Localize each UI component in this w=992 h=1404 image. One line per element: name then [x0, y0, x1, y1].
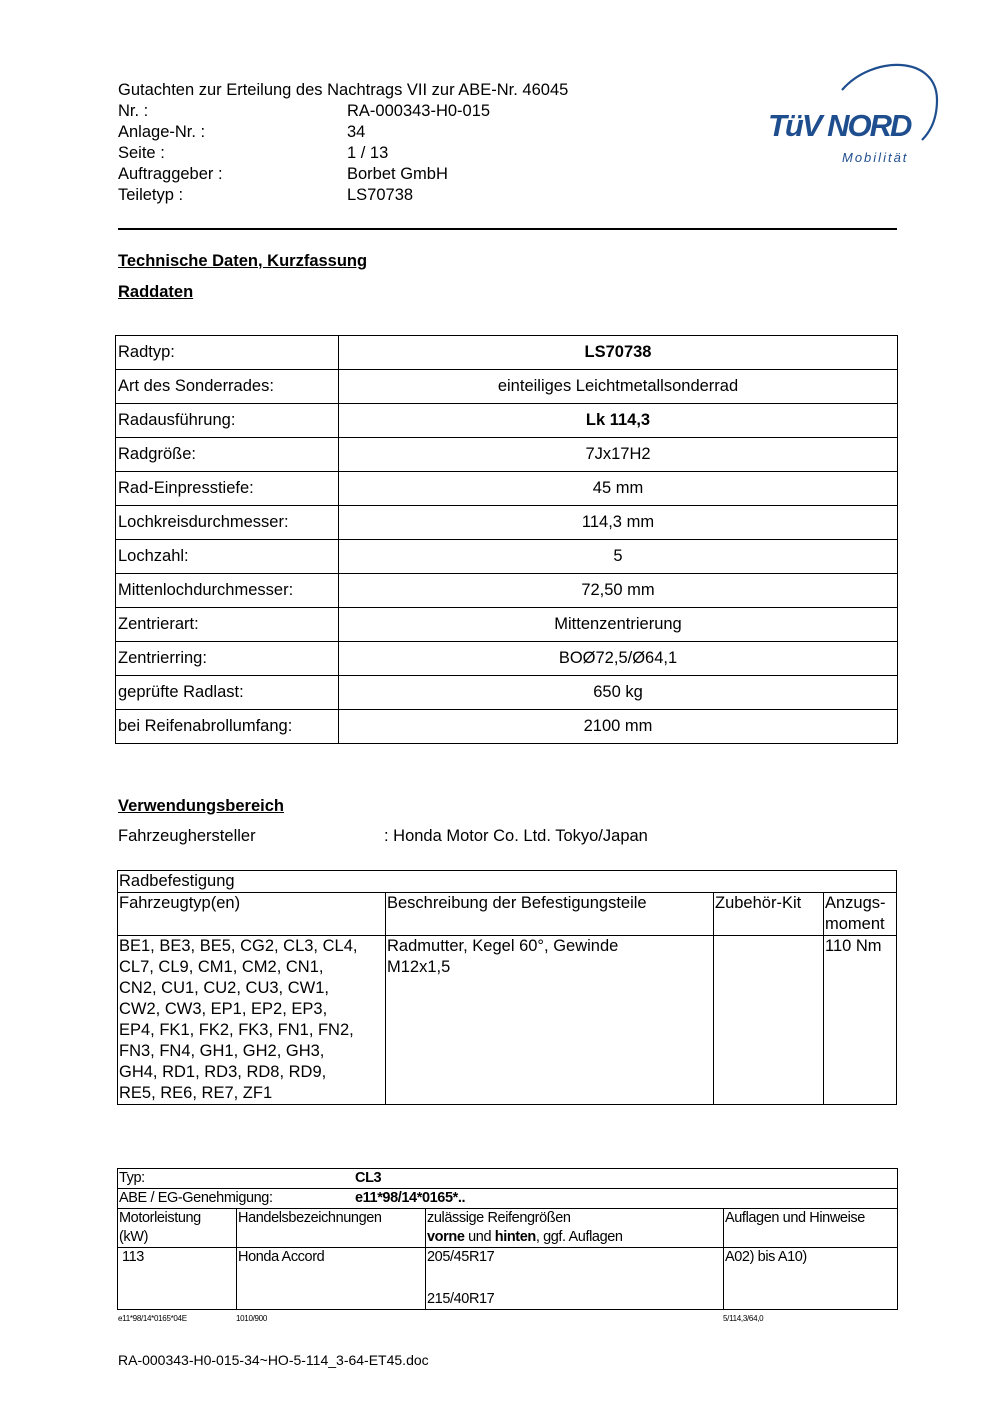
- raddaten-label: Rad-Einpresstiefe:: [116, 472, 339, 506]
- raddaten-value: 72,50 mm: [339, 574, 898, 608]
- raddaten-row: [116, 506, 898, 540]
- radbefestigung-title: Radbefestigung: [118, 871, 897, 893]
- col-fahrzeugtypen: Fahrzeugtyp(en): [118, 893, 386, 936]
- fahrzeugtyp-line: GH4, RD1, RD3, RD8, RD9,: [119, 1063, 327, 1081]
- col-motorleistung-line1: Motorleistung: [119, 1210, 201, 1226]
- raddaten-label: Radgröße:: [116, 438, 339, 472]
- typ-row: [118, 1169, 898, 1189]
- abe-value: e11*98/14*0165*..: [355, 1190, 466, 1206]
- radbefestigung-table: [117, 870, 897, 1105]
- raddaten-row: [116, 574, 898, 608]
- section-title-verwendungsbereich: Verwendungsbereich: [118, 797, 284, 815]
- raddaten-value: 114,3 mm: [339, 506, 898, 540]
- hinten-text: hinten: [494, 1229, 536, 1245]
- raddaten-row: [116, 404, 898, 438]
- raddaten-value: 45 mm: [339, 472, 898, 506]
- col-beschreibung: Beschreibung der Befestigungsteile: [386, 893, 714, 936]
- fahrzeugtyp-line: BE1, BE3, BE5, CG2, CL3, CL4,: [119, 937, 358, 955]
- raddaten-row: [116, 370, 898, 404]
- raddaten-value: 2100 mm: [339, 710, 898, 744]
- header-divider: [118, 228, 897, 230]
- document-title: Gutachten zur Erteilung des Nachtrags VII zur ABE-Nr. 46045: [118, 81, 569, 99]
- raddaten-label: Lochkreisdurchmesser:: [116, 506, 339, 540]
- raddaten-value: LS70738: [339, 336, 898, 370]
- beschreibung-line: Radmutter, Kegel 60°, Gewinde: [387, 937, 619, 955]
- col-anzugsmoment-line2: moment: [825, 915, 885, 933]
- tire-size-2: 215/40R17: [427, 1291, 495, 1307]
- raddaten-row: [116, 676, 898, 710]
- raddaten-value: Lk 114,3: [339, 404, 898, 438]
- raddaten-label: Zentrierart:: [116, 608, 339, 642]
- col-reifengroessen-line2: [427, 1228, 723, 1247]
- col-zubehoer-kit: Zubehör-Kit: [714, 893, 824, 936]
- header-label-teiletyp: Teiletyp :: [118, 186, 184, 204]
- motorleistung-cell: 113: [118, 1248, 237, 1310]
- section-title-raddaten: Raddaten: [118, 283, 194, 301]
- header-value-teiletyp: LS70738: [347, 186, 414, 204]
- header-label-auftraggeber: Auftraggeber :: [118, 165, 223, 183]
- raddaten-row: [116, 438, 898, 472]
- raddaten-value: 7Jx17H2: [339, 438, 898, 472]
- raddaten-row: [116, 540, 898, 574]
- tire-size-1: 205/45R17: [427, 1249, 495, 1265]
- fahrzeugtyp-line: EP4, FK1, FK2, FK3, FN1, FN2,: [119, 1021, 354, 1039]
- header-label-seite: Seite :: [118, 144, 165, 162]
- raddaten-label: Art des Sonderrades:: [116, 370, 339, 404]
- abe-row: [118, 1189, 898, 1209]
- footer-filename: RA-000343-H0-015-34~HO-5-114_3-64-ET45.doc: [118, 1352, 429, 1368]
- raddaten-value: BOØ72,5/Ø64,1: [339, 642, 898, 676]
- raddaten-row: [116, 608, 898, 642]
- code-power: 1010/900: [236, 1314, 267, 1323]
- auflagen-cell: A02) bis A10): [724, 1248, 898, 1310]
- fahrzeugtypen-cell: [118, 936, 386, 1105]
- beschreibung-cell: [386, 936, 714, 1105]
- code-approval: e11*98/14*0165*04E: [118, 1314, 187, 1323]
- raddaten-value: einteiliges Leichtmetallsonderrad: [339, 370, 898, 404]
- fahrzeugtyp-line: CL7, CL9, CM1, CM2, CN1,: [119, 958, 324, 976]
- col-handelsbezeichnungen: Handelsbezeichnungen: [237, 1209, 426, 1248]
- typ-value: CL3: [355, 1170, 382, 1186]
- header-value-auftraggeber: Borbet GmbH: [347, 165, 448, 183]
- raddaten-row: [116, 472, 898, 506]
- raddaten-label: Radtyp:: [116, 336, 339, 370]
- header-value-nr: RA-000343-H0-015: [347, 102, 491, 120]
- raddaten-value: Mittenzentrierung: [339, 608, 898, 642]
- typ-table: [117, 1168, 898, 1310]
- section-title-technische-daten: Technische Daten, Kurzfassung: [118, 252, 368, 270]
- raddaten-label: Mittenlochdurchmesser:: [116, 574, 339, 608]
- header-value-seite: 1 / 13: [347, 144, 389, 162]
- raddaten-label: geprüfte Radlast:: [116, 676, 339, 710]
- raddaten-table: [115, 335, 898, 744]
- logo-subtitle: Mobilität: [842, 150, 909, 165]
- fahrzeugtyp-line: RE5, RE6, RE7, ZF1: [119, 1084, 273, 1102]
- header-value-anlage: 34: [347, 123, 366, 141]
- anzugsmoment-cell: 110 Nm: [824, 936, 897, 1105]
- fahrzeugtyp-line: CW2, CW3, EP1, EP2, EP3,: [119, 1000, 328, 1018]
- auflagen-text: , ggf. Auflagen: [535, 1229, 623, 1245]
- abe-label: ABE / EG-Genehmigung:: [119, 1190, 273, 1206]
- fahrzeugtyp-line: FN3, FN4, GH1, GH2, GH3,: [119, 1042, 325, 1060]
- raddaten-label: Zentrierring:: [116, 642, 339, 676]
- vorne-text: vorne: [427, 1229, 465, 1245]
- typ-label: Typ:: [119, 1170, 145, 1186]
- col-reifengroessen: [426, 1209, 724, 1248]
- handelsbezeichnung-cell: Honda Accord: [237, 1248, 426, 1310]
- col-anzugsmoment: [824, 893, 897, 936]
- col-reifengroessen-line1: zulässige Reifengrößen: [427, 1210, 571, 1226]
- raddaten-label: Radausführung:: [116, 404, 339, 438]
- header-label-anlage: Anlage-Nr. :: [118, 123, 206, 141]
- fahrzeugtyp-line: CN2, CU1, CU2, CU3, CW1,: [119, 979, 329, 997]
- raddaten-row: [116, 642, 898, 676]
- logo-brand: TüV NORD: [768, 108, 911, 143]
- raddaten-value: 650 kg: [339, 676, 898, 710]
- und-text: und: [464, 1229, 495, 1245]
- header-label-nr: Nr. :: [118, 102, 149, 120]
- zubehoer-kit-cell: [714, 936, 824, 1105]
- reifengroessen-cell: [426, 1248, 724, 1310]
- code-wheel: 5/114,3/64,0: [723, 1314, 764, 1323]
- manufacturer-value: : Honda Motor Co. Ltd. Tokyo/Japan: [384, 827, 648, 845]
- col-anzugsmoment-line1: Anzugs-: [825, 894, 886, 912]
- col-motorleistung-line2: (kW): [119, 1229, 148, 1245]
- raddaten-row: [116, 336, 898, 370]
- col-motorleistung: [118, 1209, 237, 1248]
- raddaten-label: bei Reifenabrollumfang:: [116, 710, 339, 744]
- col-auflagen: Auflagen und Hinweise: [724, 1209, 898, 1248]
- raddaten-value: 5: [339, 540, 898, 574]
- raddaten-row: [116, 710, 898, 744]
- raddaten-label: Lochzahl:: [116, 540, 339, 574]
- manufacturer-label: Fahrzeughersteller: [118, 827, 256, 845]
- beschreibung-line: M12x1,5: [387, 958, 451, 976]
